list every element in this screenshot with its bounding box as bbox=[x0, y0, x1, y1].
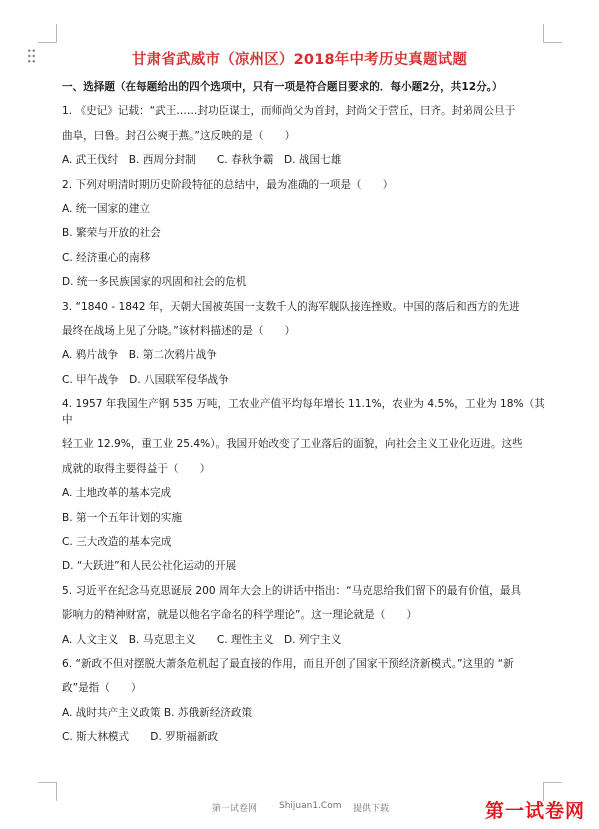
answer-option-line: C. 三大改造的基本完成 bbox=[62, 536, 172, 549]
question-stem-line: 最终在战场上见了分晓。”该材料描述的是（ ） bbox=[62, 324, 296, 337]
question-stem-line: 4. 1957 年我国生产钢 535 万吨，工农业产值平均每年增长 11.1%，农业为 4.5%，工业为 18%（其中 bbox=[62, 398, 545, 427]
exam-content bbox=[62, 79, 552, 754]
question-stem-line: 3. “1840 - 1842 年，天朝大国被英国一支数千人的海军舰队接连挫败。中国的落后和西方的先进 bbox=[62, 300, 520, 313]
question-list bbox=[62, 103, 552, 753]
footer-site-url[interactable]: Shijuan1.Com bbox=[279, 801, 342, 811]
answer-option-line: C. 斯大林模式 D. 罗斯福新政 bbox=[62, 731, 219, 744]
answer-option-line: D. “大跃进”和人民公社化运动的开展 bbox=[62, 560, 237, 573]
section-heading: 一、选择题（在每题给出的四个选项中，只有一项是符合题目要求的．每小题2分，共12分。） bbox=[62, 81, 503, 93]
answer-option-line: D. 统一多民族国家的巩固和社会的危机 bbox=[62, 276, 247, 289]
footer-provider-text: 提供下载 bbox=[353, 804, 390, 814]
answer-option-line: A. 武王伐纣 B. 西周分封制 C. 春秋争霸 D. 战国七雄 bbox=[62, 154, 342, 167]
footer-site-name: 第一试卷网 bbox=[212, 804, 258, 814]
question-stem-line: 5. 习近平在纪念马克思诞辰 200 周年大会上的讲话中指出：“马克思给我们留下的最有价值，最具 bbox=[62, 584, 522, 597]
answer-option-line: A. 人文主义 B. 马克思主义 C. 理性主义 D. 列宁主义 bbox=[62, 633, 342, 646]
question-stem-line: 成就的取得主要得益于（ ） bbox=[62, 462, 211, 475]
question-stem-line: 曲阜，曰鲁。封召公奭于燕。”这反映的是（ ） bbox=[62, 129, 296, 142]
page-corner-mark-bottom-left bbox=[38, 782, 57, 801]
site-watermark-logo: 第一试卷网 bbox=[485, 800, 586, 822]
question-stem-line: 影响力的精神财富，就是以他名字命名的科学理论”。这一理论就是（ ） bbox=[62, 609, 418, 622]
question-stem-line: 政”是指（ ） bbox=[62, 682, 142, 695]
page-corner-mark-top-right bbox=[543, 24, 562, 43]
question-stem-line: 2. 下列对明清时期历史阶段特征的总结中，最为准确的一项是（ ） bbox=[62, 178, 394, 191]
question-stem-line: 轻工业 12.9%，重工业 25.4%）。我国开始改变了工业落后的面貌，向社会主义工业化迈进。这些 bbox=[62, 438, 523, 451]
answer-option-line: A. 战时共产主义政策 B. 苏俄新经济政策 bbox=[62, 706, 253, 719]
answer-option-line: A. 鸦片战争 B. 第二次鸦片战争 bbox=[62, 349, 217, 362]
answer-option-line: C. 甲午战争 D. 八国联军侵华战争 bbox=[62, 373, 229, 386]
answer-option-line: C. 经济重心的南移 bbox=[62, 251, 151, 264]
question-stem-line: 1. 《史记》记载：“武王……封功臣谋士，而师尚父为首封，封尚父于营丘，曰齐。封弟周公旦于 bbox=[62, 105, 516, 118]
page-title: 甘肃省武威市（凉州区）2018年中考历史真题试题 bbox=[131, 52, 468, 68]
answer-option-line: B. 繁荣与开放的社会 bbox=[62, 227, 161, 240]
answer-option-line: B. 第一个五年计划的实施 bbox=[62, 511, 182, 524]
question-stem-line: 6. “新政不但对摆脱大萧条危机起了最直接的作用，而且开创了国家干预经济新模式。”这里的 “新 bbox=[62, 657, 514, 670]
answer-option-line: A. 土地改革的基本完成 bbox=[62, 487, 172, 500]
page-corner-mark-top-left bbox=[38, 24, 57, 43]
answer-option-line: A. 统一国家的建立 bbox=[62, 202, 150, 215]
